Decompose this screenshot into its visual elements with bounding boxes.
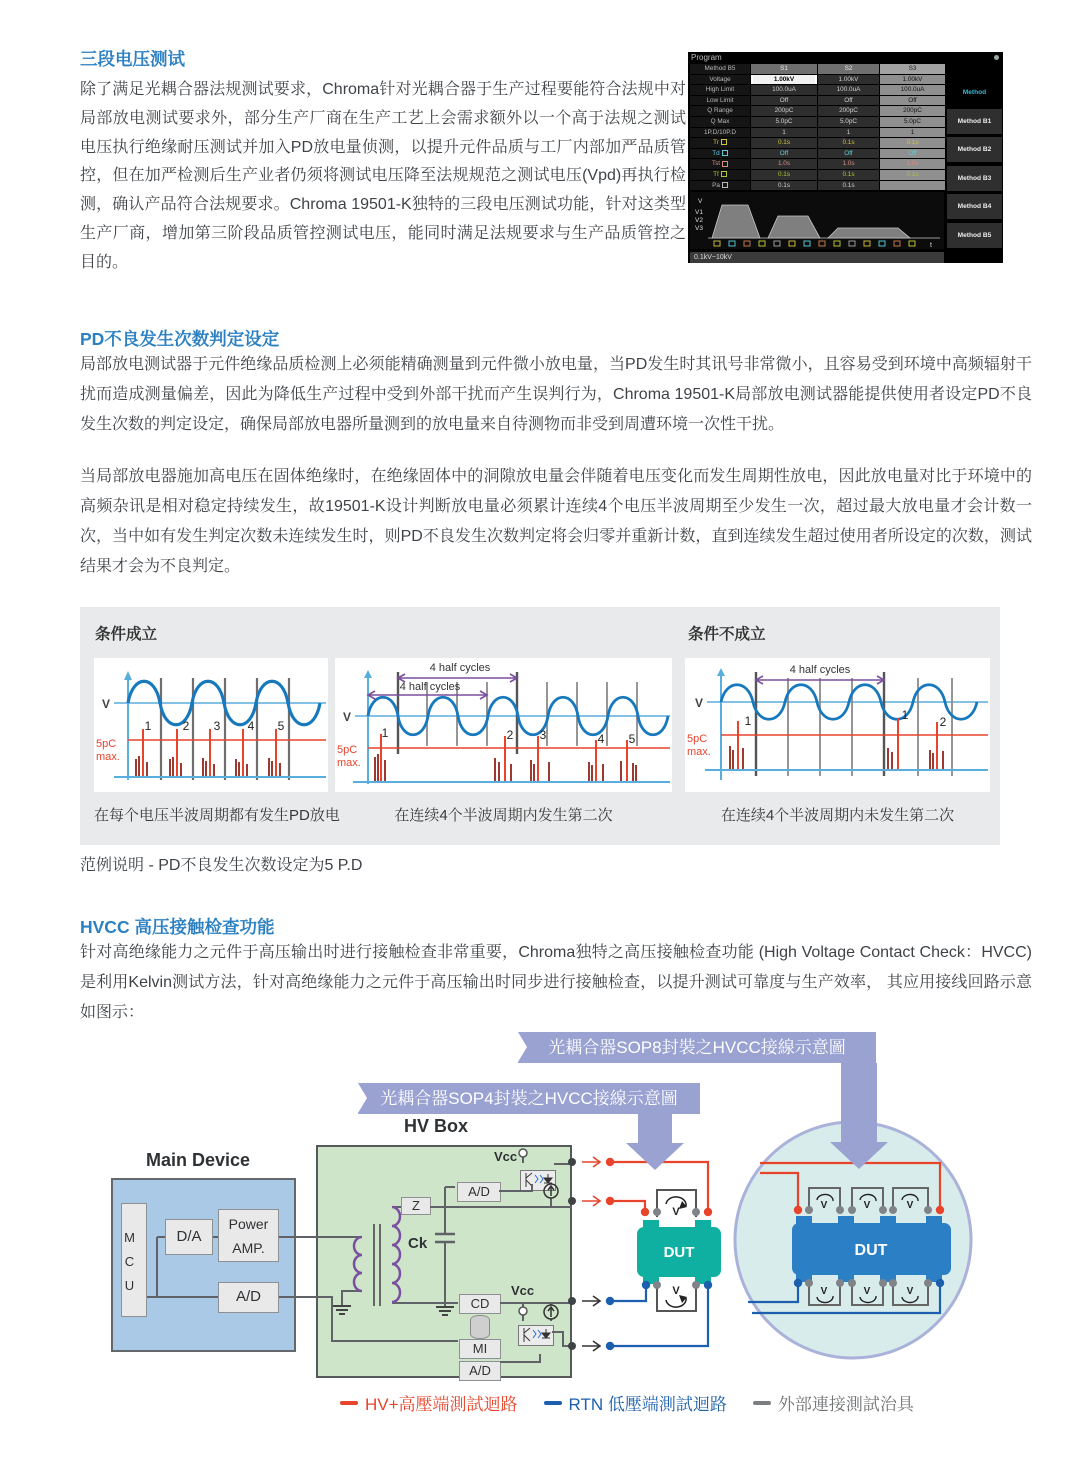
vcc-terminals-and-sources	[519, 1149, 558, 1319]
tf-icon	[721, 171, 727, 177]
range-status-bar: 0.1kV~10kV	[690, 252, 944, 263]
svg-text:3: 3	[213, 719, 221, 733]
svg-text:V: V	[906, 1286, 914, 1297]
ad-block-main: A/D	[218, 1282, 279, 1313]
hv-dash-icon	[340, 1401, 358, 1405]
ad-block-top: A/D	[457, 1182, 501, 1202]
pd-pulses-over-threshold	[381, 734, 627, 782]
svg-text:V: V	[102, 697, 111, 711]
svg-text:3: 3	[539, 728, 547, 742]
table-row-q-max: Q Max 5.0pC 5.0pC 5.0pC	[690, 117, 944, 127]
svg-text:5: 5	[628, 732, 636, 746]
svg-text:V: V	[820, 1200, 828, 1211]
ck-label: Ck	[408, 1235, 428, 1252]
table-row-q-range: Q Range 200pC 200pC 200pC	[690, 106, 944, 116]
svg-text:1: 1	[381, 726, 389, 740]
softkey-method-b4[interactable]: Method B4	[947, 194, 1002, 219]
z-block: Z	[401, 1197, 431, 1215]
table-row-voltage: Voltage 1.00kV 1.00kV 1.00kV	[690, 75, 944, 85]
svg-text:5pC: 5pC	[96, 738, 117, 750]
svg-text:5pC: 5pC	[687, 733, 708, 745]
svg-text:4 half cycles: 4 half cycles	[429, 662, 491, 674]
svg-text:DUT: DUT	[663, 1244, 695, 1261]
trapezoid-v3	[828, 228, 910, 238]
banner-sop8-arrowhead-icon	[830, 1142, 888, 1169]
pd-pulses-below-threshold	[730, 746, 943, 770]
rtn-dash-icon	[544, 1401, 562, 1405]
table-header-row: Method B5 S1 S2 S3	[690, 64, 944, 74]
time-segment-ticks	[714, 241, 915, 246]
vcc-label-bottom: Vcc	[511, 1283, 535, 1298]
svg-text:V: V	[906, 1200, 914, 1211]
svg-text:V3: V3	[695, 225, 703, 232]
hv-box-label: HV Box	[404, 1116, 469, 1136]
section-title-three-stage-voltage-test: 三段电压测试	[80, 49, 185, 69]
voltage-profile-waveform	[690, 192, 944, 249]
table-row-tst: Tst 1.0s 1.0s 1.0s	[690, 159, 944, 169]
svg-text:1: 1	[144, 719, 152, 733]
svg-text:max.: max.	[337, 757, 361, 769]
banner-sop4: 光耦合器SOP4封裝之HVCC接線示意圖	[358, 1083, 700, 1114]
axis-arrow-icon	[124, 671, 132, 680]
softkey-method-b3[interactable]: Method B3	[947, 166, 1002, 191]
caption-chart-3: 在连续4个半波周期内未发生第二次	[720, 807, 955, 824]
svg-text:V: V	[820, 1286, 828, 1297]
table-row-high-limit: High Limit 100.0uA 100.0uA 100.0uA	[690, 85, 944, 95]
svg-text:1: 1	[744, 714, 752, 728]
svg-text:4: 4	[247, 719, 255, 733]
legend-item-rtn: RTN 低壓端測試迴路	[544, 1390, 727, 1415]
pd-pulses-below-threshold	[136, 756, 280, 777]
softkey-method-b1[interactable]: Method B1	[947, 109, 1002, 134]
banner-sop4-arrowhead-icon	[626, 1143, 684, 1170]
pd-condition-figure	[80, 607, 1000, 845]
power-amp-block: Power AMP.	[218, 1209, 279, 1262]
pd-chart-every-half-cycle	[94, 658, 328, 792]
softkey-method-b5[interactable]: Method B5	[947, 223, 1002, 248]
svg-text:5pC: 5pC	[337, 744, 358, 756]
section-body-hvcc: 针对高绝缘能力之元件于高压输出时进行接触检查非常重要，Chroma独特之高压接触检查功能 (High Voltage Contact Check：HVCC)是利用Kelvin测试方法，针对高绝缘能力之元件于高压输出时同步进行接触检查，以提升测试可靠度与生产效率， 其应用接线回路示意如图示：	[80, 944, 1032, 1021]
wiring-legend	[340, 1390, 914, 1415]
table-row-tr: Tr 0.1s 0.1s 0.1s	[690, 138, 944, 148]
svg-text:5: 5	[277, 719, 285, 733]
program-table	[690, 64, 944, 191]
section-body-three-stage: 除了满足光耦合器法规测试要求，Chroma针对光耦合器于生产过程要能符合法规中对局部放电测试要求外，部分生产厂商在生产工艺上会需求额外以一个高于法规之测试电压执行绝缘耐压测试并加入PD放电量侦测，以提升元件品质与工厂内部加严品质管控，但在加严检测后生产业者仍须将测试电压降至法规规范之测试电压(Vpd)再执行检测，确认产品符合法规要求。Chroma 19501-K独特的三段电压测试功能，针对这类型生产厂商，增加第三阶段品质管控测试电压，能同时满足法规要求与生产品质管控之目的。	[80, 81, 686, 271]
status-dot-icon	[994, 55, 999, 60]
mi-block: MI	[459, 1339, 501, 1359]
axis-arrow-icon	[364, 670, 372, 678]
caption-chart-2: 在连续4个半波周期内发生第二次	[394, 807, 613, 824]
svg-text:DUT: DUT	[854, 1242, 888, 1259]
svg-text:V: V	[695, 696, 704, 710]
example-note: 范例说明 - PD不良发生次数设定为5 P.D	[80, 857, 363, 874]
instrument-screenshot	[688, 52, 1003, 263]
screen-title: Program	[691, 53, 722, 62]
svg-text:1: 1	[901, 708, 909, 722]
softkey-method-b2[interactable]: Method B2	[947, 137, 1002, 162]
da-block: D/A	[165, 1219, 213, 1255]
svg-text:V: V	[863, 1286, 871, 1297]
svg-text:4 half cycles: 4 half cycles	[399, 681, 461, 693]
pd-pulses-over-threshold	[738, 718, 937, 770]
svg-text:V: V	[863, 1200, 871, 1211]
svg-text:max.: max.	[687, 746, 711, 758]
trapezoid-v1	[712, 205, 760, 238]
condition-false-label: 条件不成立	[688, 626, 766, 643]
main-device-label: Main Device	[146, 1150, 251, 1170]
svg-text:V2: V2	[695, 217, 703, 224]
table-row-low-limit: Low Limit Off Off Off	[690, 96, 944, 106]
svg-text:V: V	[672, 1285, 680, 1297]
banner-sop4-arrow-stem	[638, 1114, 672, 1144]
ad-block-bottom: A/D	[459, 1361, 501, 1381]
vcc-label-top: Vcc	[494, 1149, 518, 1164]
svg-text:max.: max.	[96, 751, 120, 763]
section-title-hvcc: HVCC 高压接触检查功能	[80, 917, 275, 937]
section-body-pd-count-1: 局部放电测试器于元件绝缘品质检测上必须能精确测量到元件微小放电量，当PD发生时其讯号非常微小，且容易受到环境中高频辐射干扰而造成测量偏差，因此为降低生产过程中受到外部干扰而产生误判行为，Chroma 19501-K局部放电测试器能提供使用者设定PD不良发生次数的判定设定，确保局部放电器所量测到的放电量来自待测物而非受到周遭环境一次性干扰。	[80, 356, 1032, 433]
svg-text:V: V	[672, 1206, 680, 1218]
svg-text:V: V	[698, 198, 703, 205]
cd-block: CD	[459, 1294, 501, 1314]
section-body-pd-count-2: 当局部放电器施加高电压在固体绝缘时，在绝缘固体中的洞隙放电量会伴随着电压变化而发生周期性放电，因此放电量对比于环境中的高频杂讯是相对稳定持续发生，故19501-K设计判断放电量必须累计连续4个电压半波周期至少发生一次，超过最大放电量才会计数一次，当中如有发生判定次数未连续发生时，则PD不良发生次数判定将会归零并重新计数，直到连续发生超过使用者所设定的次数，测试结果才会为不良判定。	[80, 468, 1032, 575]
svg-text:2: 2	[506, 728, 514, 742]
section-title-pd-count: PD不良发生次数判定设定	[80, 329, 280, 349]
soft-key-column	[947, 80, 1002, 251]
waveform-svg	[690, 192, 944, 249]
td-icon	[722, 150, 728, 156]
banner-sop8: 光耦合器SOP8封裝之HVCC接線示意圖	[518, 1032, 876, 1063]
pa-icon	[722, 182, 728, 188]
legend-item-hv: HV+高壓端測試迴路	[340, 1390, 518, 1415]
svg-text:2: 2	[182, 719, 190, 733]
pd-chart-second-within-4	[335, 658, 672, 792]
fixture-dash-icon	[753, 1401, 771, 1405]
table-row-td: Td Off Off Off	[690, 149, 944, 159]
table-row-pd-count: 1P.D/10P.D 1 1 1	[690, 128, 944, 138]
tst-icon	[722, 161, 728, 167]
banner-sop8-arrow-stem	[841, 1063, 877, 1143]
gray-wires	[147, 1157, 572, 1362]
voltage-edit-cell[interactable]: 1.00kV	[751, 75, 817, 85]
transformer-icon	[354, 1207, 400, 1306]
svg-text:V1: V1	[695, 209, 703, 216]
svg-text:t: t	[930, 242, 932, 249]
svg-text:4: 4	[597, 732, 605, 746]
table-row-pa: Pa 0.1s 0.1s	[690, 181, 944, 191]
axis-arrow-icon	[717, 668, 725, 676]
table-row-tf: Tf 0.1s 0.1s 0.1s	[690, 170, 944, 180]
condition-true-label: 条件成立	[95, 626, 158, 643]
pd-chart-no-second-within-4	[685, 658, 990, 792]
svg-text:V: V	[343, 710, 352, 724]
ground-icons	[333, 1306, 454, 1315]
svg-text:4 half cycles: 4 half cycles	[789, 664, 851, 676]
trapezoid-v2	[768, 216, 820, 238]
softkey-method[interactable]: Method	[947, 80, 1002, 105]
svg-text:2: 2	[939, 715, 947, 729]
mcu-block: MCU	[121, 1203, 147, 1317]
bus-arrows	[582, 1157, 600, 1351]
tr-icon	[721, 139, 727, 145]
caption-chart-1: 在每个电压半波周期都有发生PD放电	[94, 807, 340, 824]
legend-item-fixture: 外部連接測試治具	[753, 1390, 914, 1415]
